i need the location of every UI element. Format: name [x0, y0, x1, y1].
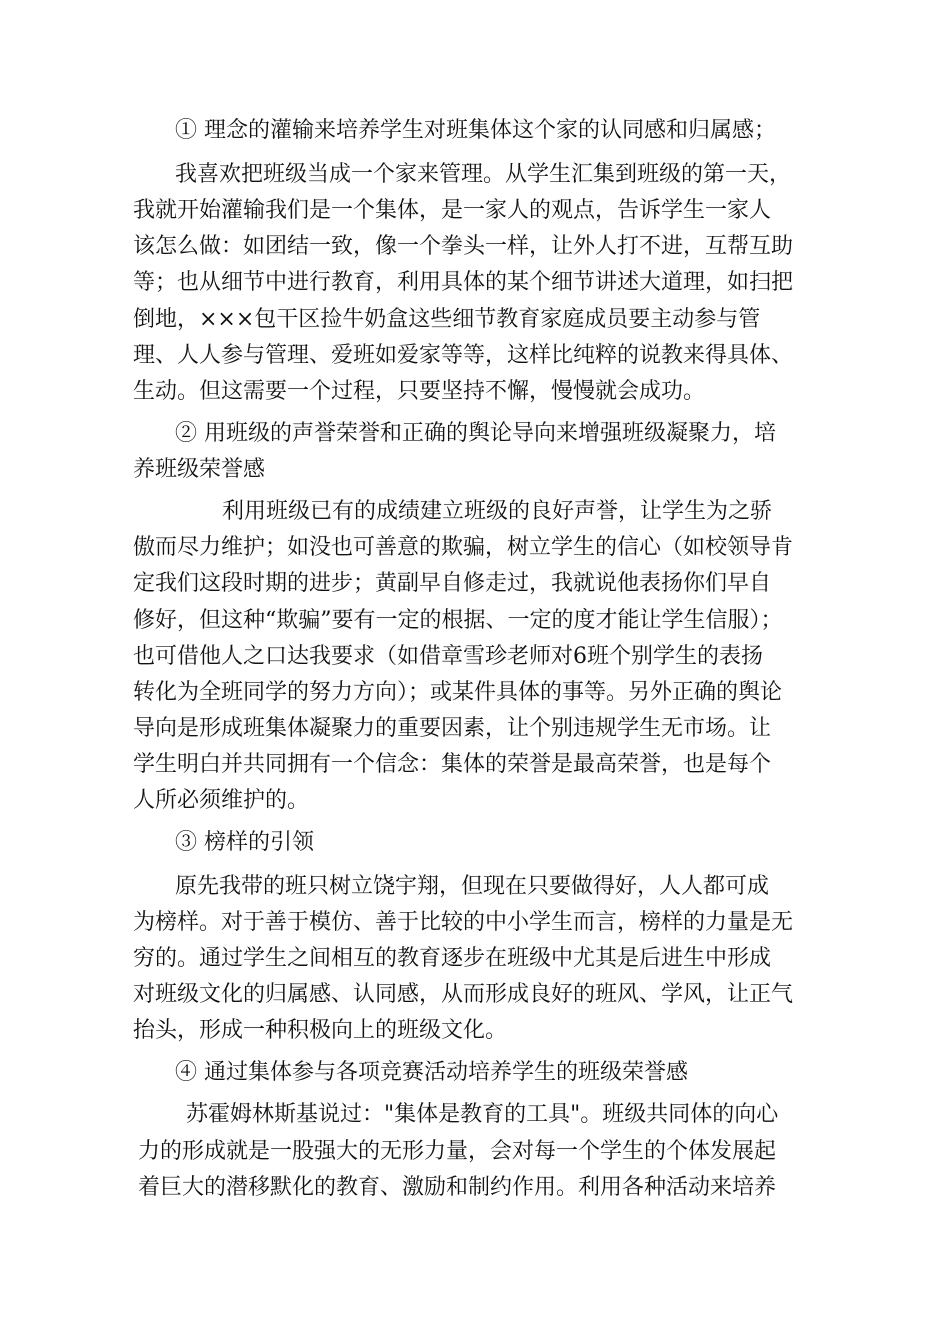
- paragraph-line: 倒地，×××包干区捡牛奶盒这些细节教育家庭成员要主动参与管: [133, 307, 761, 332]
- paragraph-line: 着巨大的潜移默化的教育、激励和制约作用。利用各种活动来培养: [138, 1175, 777, 1200]
- paragraph-line: 定我们这段时期的进步；黄副早自修走过，我就说他表扬你们早自: [133, 571, 772, 596]
- paragraph-line: 理、人人参与管理、爱班如爱家等等，这样比纯粹的说教来得具体、: [133, 343, 794, 368]
- paragraph-line: 力的形成就是一股强大的无形力量，会对每一个学生的个体发展起: [138, 1139, 777, 1164]
- paragraph-line: 对班级文化的归属感、认同感，从而形成良好的班风、学风，让正气: [133, 982, 794, 1007]
- paragraph-line: 穷的。通过学生之间相互的教育逐步在班级中尤其是后进生中形成: [133, 946, 772, 971]
- paragraph-line: 苏霍姆林斯基说过："集体是教育的工具"。班级共同体的向心: [186, 1102, 779, 1127]
- paragraph-line: 生动。但这需要一个过程，只要坚持不懈，慢慢就会成功。: [133, 379, 706, 404]
- heading-item-4: ④ 通过集体参与各项竞赛活动培养学生的班级荣誉感: [175, 1060, 688, 1085]
- paragraph-line: 利用班级已有的成绩建立班级的良好声誉，让学生为之骄: [222, 499, 773, 524]
- heading-item-3: ③ 榜样的引领: [175, 830, 314, 855]
- paragraph-line: 导向是形成班集体凝聚力的重要因素，让个别违规学生无市场。让: [133, 716, 772, 741]
- paragraph-line: 为榜样。对于善于模仿、善于比较的中小学生而言，榜样的力量是无: [133, 910, 794, 935]
- paragraph-line: 等；也从细节中进行教育，利用具体的某个细节讲述大道理，如扫把: [133, 270, 794, 295]
- paragraph-line: 我喜欢把班级当成一个家来管理。从学生汇集到班级的第一天，: [175, 162, 792, 187]
- paragraph-line: 该怎么做：如团结一致，像一个拳头一样，让外人打不进，互帮互助: [133, 234, 794, 259]
- heading-item-1: ① 理念的灌输来培养学生对班集体这个家的认同感和归属感；: [175, 118, 776, 143]
- paragraph-line: 转化为全班同学的努力方向）；或某件具体的事等。另外正确的舆论: [133, 680, 783, 705]
- paragraph-line: 我就开始灌输我们是一个集体，是一家人的观点，告诉学生一家人: [133, 198, 772, 223]
- heading-item-2: ② 用班级的声誉荣誉和正确的舆论导向来增强班级凝聚力，培: [175, 421, 776, 446]
- heading-item-2-cont: 养班级荣誉感: [133, 457, 266, 482]
- paragraph-line: 学生明白并共同拥有一个信念：集体的荣誉是最高荣誉，也是每个: [133, 752, 772, 777]
- paragraph-line: 修好，但这种“欺骗”要有一定的根据、一定的度才能让学生信服）；: [133, 608, 783, 633]
- paragraph-line: 也可借他人之口达我要求（如借章雪珍老师对6班个别学生的表扬: [133, 644, 763, 669]
- paragraph-line: 抬头，形成一种积极向上的班级文化。: [133, 1018, 508, 1043]
- paragraph-line: 傲而尽力维护；如没也可善意的欺骗，树立学生的信心（如校领导肯: [133, 535, 794, 560]
- paragraph-line: 人所必须维护的。: [133, 788, 310, 813]
- paragraph-line: 原先我带的班只树立饶宇翔，但现在只要做得好，人人都可成: [175, 874, 770, 899]
